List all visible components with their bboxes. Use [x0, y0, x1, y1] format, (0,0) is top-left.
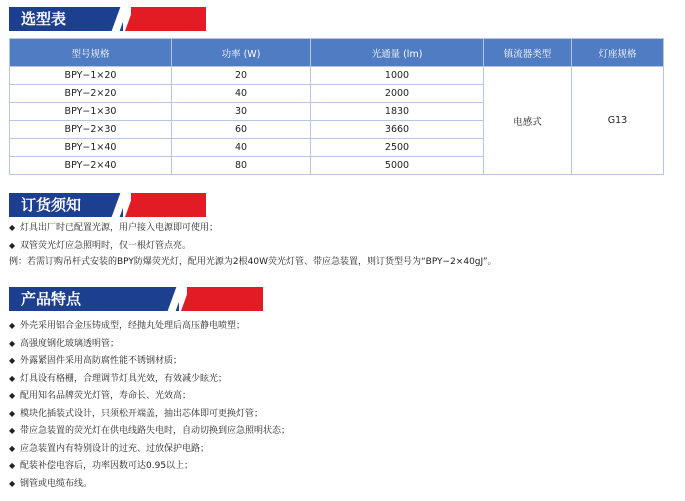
- diamond-bullet-icon: ◆: [9, 391, 16, 400]
- header-flux: 光通量 (lm): [311, 39, 484, 67]
- cell-power: 20: [172, 67, 311, 85]
- diamond-bullet-icon: ◆: [9, 443, 16, 453]
- ordering-example: 例：若需订购吊杆式安装的BPY防爆荧光灯，配用光源为2根40W荧光灯管、带应急装置，则订货型号为“BPY−2×40gJ”。: [9, 257, 497, 267]
- cell-model: BPY−2×30: [10, 121, 172, 139]
- section-banner-selection: [9, 7, 206, 31]
- cell-model: BPY−1×40: [10, 139, 172, 157]
- cell-model: BPY−1×20: [10, 67, 172, 85]
- list-item: ◆ 钢管或电缆布线。: [9, 475, 290, 493]
- diamond-bullet-icon: ◆: [9, 223, 16, 232]
- list-item: ◆ 灯具出厂时已配置光源，用户接入电源即可使用；: [9, 219, 497, 237]
- diamond-bullet-icon: ◆: [9, 338, 16, 348]
- list-item: ◆ 应急装置内有特别设计的过充、过放保护电路；: [9, 440, 290, 458]
- list-item: ◆ 配装补偿电容后，功率因数可达0.95以上；: [9, 457, 290, 475]
- section-title-ordering: 订货须知: [9, 193, 123, 217]
- table-header-row: [10, 39, 664, 67]
- section-banner-ordering: [9, 193, 206, 217]
- cell-power: 40: [172, 85, 311, 103]
- diamond-bullet-icon: ◆: [9, 461, 16, 470]
- header-power: 功率 (W): [172, 39, 311, 67]
- spec-table: [9, 38, 664, 175]
- list-item: ◆ 灯具设有格栅，合理调节灯具光效，有效减少眩光；: [9, 370, 290, 388]
- list-item: ◆ 外露紧固件采用高防腐性能不锈钢材质；: [9, 352, 290, 370]
- section-title-features: 产品特点: [9, 287, 179, 311]
- section-title-selection: 选型表: [9, 7, 123, 31]
- diamond-bullet-icon: ◆: [9, 356, 16, 365]
- cell-power: 60: [172, 121, 311, 139]
- diamond-bullet-icon: ◆: [9, 426, 16, 435]
- list-item: ◆ 高强度钢化玻璃透明管；: [9, 335, 290, 353]
- cell-power: 40: [172, 139, 311, 157]
- feature-list: [9, 317, 290, 492]
- cell-socket: G13: [572, 67, 664, 175]
- cell-ballast: 电感式: [484, 67, 572, 175]
- list-item: ◆ 带应急装置的荧光灯在供电线路失电时，自动切换到应急照明状态；: [9, 422, 290, 440]
- cell-flux: 2500: [311, 139, 484, 157]
- diamond-bullet-icon: ◆: [9, 478, 16, 488]
- diamond-bullet-icon: ◆: [9, 240, 16, 250]
- diamond-bullet-icon: ◆: [9, 373, 16, 383]
- section-banner-features: [9, 287, 263, 311]
- header-socket: 灯座规格: [572, 39, 664, 67]
- list-item: ◆ 配用知名品牌荧光灯管，寿命长、光效高；: [9, 387, 290, 405]
- diamond-bullet-icon: ◆: [9, 321, 16, 330]
- cell-flux: 3660: [311, 121, 484, 139]
- list-item: ◆ 外壳采用铝合金压铸成型，经抛丸处理后高压静电喷塑；: [9, 317, 290, 335]
- cell-model: BPY−2×20: [10, 85, 172, 103]
- cell-model: BPY−2×40: [10, 157, 172, 175]
- cell-power: 80: [172, 157, 311, 175]
- header-ballast: 镇流器类型: [484, 39, 572, 67]
- table-row: [10, 67, 664, 85]
- list-item: ◆ 双管荧光灯应急照明时，仅一根灯管点亮。: [9, 237, 497, 255]
- ordering-notes: [9, 219, 497, 272]
- header-model: 型号规格: [10, 39, 172, 67]
- cell-flux: 2000: [311, 85, 484, 103]
- list-item: ◆ 模块化插装式设计，只须松开端盖，抽出芯体即可更换灯管；: [9, 405, 290, 423]
- cell-power: 30: [172, 103, 311, 121]
- cell-flux: 1000: [311, 67, 484, 85]
- cell-model: BPY−1×30: [10, 103, 172, 121]
- cell-flux: 5000: [311, 157, 484, 175]
- diamond-bullet-icon: ◆: [9, 408, 16, 418]
- cell-flux: 1830: [311, 103, 484, 121]
